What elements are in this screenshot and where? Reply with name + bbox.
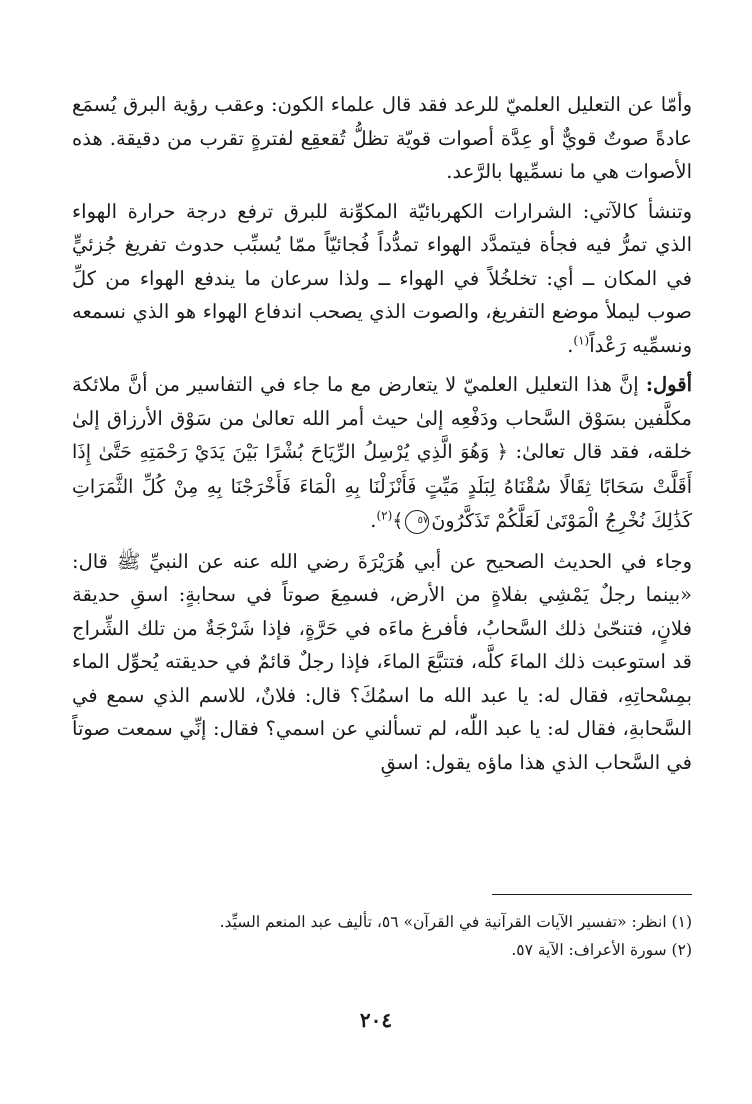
page-body [72, 88, 692, 1048]
paragraph-text: إنَّ هذا التعليل العلميّ لا يتعارض مع ما جاء في التفاسير من أنَّ ملائكة مكلَّفين بسَوْق السَّحاب ودَفْعِه إلىٰ حيث أمر الله تعالىٰ من سَوْق الأرزاق إلىٰ خلقه، فقد قال تعالىٰ: [72, 373, 693, 463]
paragraph-lead-word: أقول: [645, 373, 692, 396]
paragraph-quran-reference [72, 368, 692, 539]
footnote-ref-1: (١) [573, 333, 590, 347]
footnote-ref-2: (٢) [376, 508, 393, 523]
footnotes [72, 908, 692, 964]
page-number: ٢٠٤ [359, 1008, 393, 1032]
paragraph-thunder-explanation: وأمّا عن التعليل العلميّ للرعد فقد قال علماء الكون: وعقب رؤية البرق يُسمَع عادةً صوتٌ قويٌّ أو عِدَّة أصوات قويّة تظلُّ تُقعقِع لفترةٍ تقرب من دقيقة. هذه الأصوات هي ما نسمِّيها بالرَّعد. [72, 93, 692, 183]
footnote-2: (٢) سورة الأعراف: الآية ٥٧. [511, 941, 692, 959]
quran-verse-close: ﴾ [392, 510, 404, 532]
paragraph-hadith: وجاء في الحديث الصحيح عن أبي هُرَيْرَةَ رضي الله عنه عن النبيِّ ﷺ قال: «بينما رجلٌ يَمْشِي بفلاةٍ من الأرض، فسمِعَ صوتاً في سحابةٍ: اسقِ حديقة فلانٍ، فتنحّىٰ ذلك السَّحابُ، فأفرغ ماءَه في حَرَّةٍ، فإذا شَرْجَةٌ من تلك الشِّراج قد استوعبت ذلك الماءَ كلَّه، فتتبَّعَ الماءَ، فإذا رجلٌ قائمٌ في حديقته يُحوِّل الماء بمِسْحاتِهِ، فقال له: يا عبد الله ما اسمُكَ؟ قال: فلانٌ، للاسم الذي سمع في السَّحابةِ، فقال له: يا عبد اللّٰه، لم تسألني عن اسمي؟ فقال: إنِّي سمعت صوتاً في السَّحاب الذي هذا ماؤه يقول: اسقِ [72, 549, 692, 774]
paragraph-thunder-mechanism [72, 195, 692, 363]
paragraph-text: وتنشأ كالآتي: الشرارات الكهربائيّة المكوِّنة للبرق ترفع درجة حرارة الهواء الذي تمرُّ فيه فجأة فيتمدَّد الهواء تمدُّداً فُجائيّاً ممّا يُسبِّب حدوث تفريغ جُزئيٍّ في المكان ــ أي: تخلخُلاً في الهواء ــ ولذا سرعان ما يندفع الهواء من كلِّ صوب ليملأ موضع التفريغ، والصوت الذي يصحب اندفاع الهواء هو الذي نسمعه ونسمِّيه رَعْداً [72, 199, 692, 357]
paragraph-end: . [567, 333, 574, 357]
footnote-divider [492, 894, 692, 895]
footnote-1: (١) انظر: «تفسير الآيات القرآنية في القرآن» ٥٦، تأليف عبد المنعم السيِّد. [219, 913, 692, 931]
paragraph-end: . [370, 509, 377, 532]
quran-verse: ﴿ وَهُوَ الَّذِي يُرْسِلُ الرِّيَاحَ بُشْرًا بَيْنَ يَدَيْ رَحْمَتِهِ حَتَّىٰ إِذَا أَقَلَّتْ سَحَابًا ثِقَالًا سُقْنَاهُ لِبَلَدٍ مَيِّتٍ فَأَنْزَلْنَا بِهِ الْمَاءَ فَأَخْرَجْنَا بِهِ مِنْ كُلِّ الثَّمَرَاتِ كَذَٰلِكَ نُخْرِجُ الْمَوْتَىٰ لَعَلَّكُمْ تَذَكَّرُونَ [72, 441, 692, 532]
ayah-number-marker: ٥٧ [405, 510, 429, 534]
